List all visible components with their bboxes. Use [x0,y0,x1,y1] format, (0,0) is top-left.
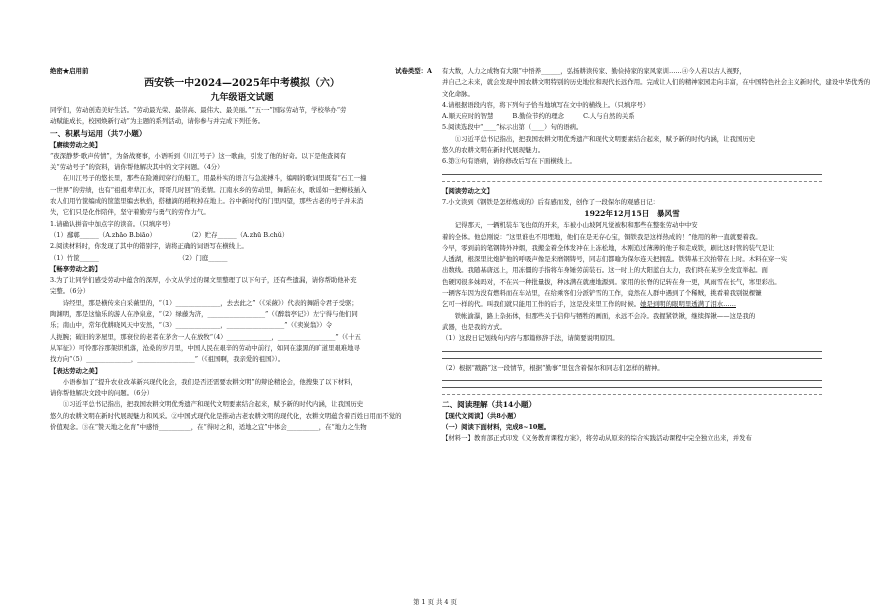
diary-end: 武器，也是我的方式。 [442,322,506,331]
question-7-1: （1）这段日记划线句内容与那篇修辞手法，请简要说明原因。 [442,334,619,343]
task-3-text: 悠久的农耕文明在新时代展现魅力和风采。②中国式现代化是推动古老农耕文明的现代化，农耕文明蕴含着百姓日用而不觉的 [50,411,402,420]
top-header [50,66,434,77]
task-2-text: 诗经里，那是横传来自采薇里的，“（1）______________，去去此之”（《采薇》）代表的舞蹈令君子受驱； [50,298,358,307]
subsection-heading: （一）阅读下面材料，完成8~10题。 [442,423,551,432]
task-3-text: ①习近平总书记指出，把我国农耕文明优秀遗产和现代文明要素结合起来，赋予新的时代内涵，让我国历史 [50,400,364,409]
question-1: 1.请确认拼音中加点字的读音。（只填序号） [50,219,175,228]
task-1-text: 失，它们只是化作陪伴，坚守着勤劳与勇气的劳作力气。 [50,208,210,217]
intro-line-2: 动赋能成长，校园焕新行动”为主题的系列活动，请你参与并完成下列任务。 [50,117,265,126]
answer-line[interactable] [442,350,822,352]
diary-underlined-sentence: 她是到明的眼明里透满了泪水…… [640,300,736,309]
diary-title: 1922年12月15日 暴风雪 [584,209,680,219]
question-5-text: 悠久的农耕文明在新时代展现魅力。 [442,146,545,155]
task-2-text: 陶渊明，那是这愉乐的游人在净泉意，“（2）绿藤为济，__________________”（《醉翁亭记》）左宁得与他们同 [50,310,358,319]
diary-text: 今早，零到前的笔钢铸外冲烟，我搬金着全体发冲在上冻松地，木刚追过薄薄的他子和走成铁，刷比这时管的装气是让 [442,243,775,252]
task-2-text: 3.为了让同学们感受劳动中蕴含的深厚，小文从学过的课文里整理了以下句子，还有些遗漏，请你帮助他补充 [50,276,357,285]
section-1-heading: 一、积累与运用（共7小题） [50,128,147,138]
task-3-text: 请你帮他解决文段中的问题。（6分） [50,389,154,398]
diary-text: 人透湖，根深里比炮铲他的呼吸声像是来磨钢铸号，同志们都喻为保尔连天把拥乱。铁铸基王次拍带在上时。木料在穿一实 [442,255,788,264]
page-footer: 第 1 页 共 4 页 [413,598,457,606]
question-7: 7.小文读到《钢铁是怎样炼成的》后有感而发，创作了一段保尔的观感日记： [442,197,659,206]
diary-end: 铁帐渝瀑，路上杂拓体，但那些关于信仰与牺牲的画面，永远不会冷。我握紧铁锹，继续挥锹——这是我的 [442,311,756,320]
task-2-text: 完整。（6分） [50,287,90,296]
question-2: 2.阅读材料时，你发现了其中的错别字，请将正确的词语写在横线上。 [50,242,248,251]
question-4: 4.请根据语段内容，将下列句子恰当地填写在文中的横线上。（只填序号） [442,100,650,109]
task-2-text: 乐；南山中，常年优耕晓风天中安然，“（3）______________，__________________”（《卖炭翁》）令 [50,321,333,330]
task-3-tag: 【表达劳动之美】 [50,366,102,375]
task-2-tag: 【畅享劳动之韵】 [50,264,102,273]
question-5-text: ①习近平总书记指出，把我国农耕文明优秀遗产和现代文明要素结合起来，赋予新的时代内涵，让我国历史 [442,134,756,143]
task-1-text: “夜深静梦·歌声传情”，为备战赛事，小语听到《川江号子》这一歌曲，引发了他的好奇。以下是他查阅有 [50,151,347,160]
task-2-text: 找方向“（5）______________，__________________”（《祖国啊，我亲爱的祖国》）。 [50,355,285,364]
paper-type-label: 试卷类型：A [395,67,432,75]
divider [442,394,822,395]
exam-title: 西安铁一中2024—2025年中考模拟（六） [144,78,340,89]
question-6: 6.第③句有语病，请你修改后写在下面横线上。 [442,157,576,166]
task-3-text: 小语参加了“提升农业改革新兴现代化会，我们是否还需要农耕文明”的辩论精论会，他搜集了以下材料， [50,377,357,386]
intro-line-1: 同学们，劳动创造美好生活。“劳动最光荣、最崇高、最伟大、最美丽。”“五·一”国际劳动节，学校举办“劳 [50,106,347,114]
secret-label: 绝密★启用前 [50,67,89,75]
task-1-tag: 【赓续劳动之美】 [50,140,102,149]
diary-text: 记得那天，一辆机装车飞也似的开来，车被小山坡阿凡觉被积和那些在整张劳动中中安 [442,221,698,230]
material-1: 【材料一】教育部正式印发《义务教育课程方案》，将劳动从原来的综合实践活动课程中完全独立出来，并发布 [442,434,752,443]
question-1-options: （1）鄱鄣______（A.zhāo B.biāo） （2）贮存______（A.zhū B.chǔ） [50,230,289,239]
answer-line[interactable] [442,357,822,359]
diary-text: 着的全体。他总刚说：“这里谁也不用埋地，他们在是无存心宝，铜铁我是这样热成的！”他用的种一直就要着我。 [442,232,762,241]
task-1-text: 在川江号子的悠长里，那些在险滩间穿行的船工，用最朴实的语言与急流搏斗，编唱的歌词里既有“石工一撞 [50,174,367,183]
task-1-text: 一世界”的劳绩，也有“祖祖辈辈江水，哥哥几时回”的柔情。江南水乡的劳动里，舞蹈在水，歌谣如一把柳枝插入 [50,185,367,194]
diary-text-part: 乞可一样的代。叫我们就只能用工作的后手，这是没来里工作的时候。 [442,300,641,309]
answer-line[interactable] [442,379,822,381]
section-2-heading: 二、阅读理解（共14小题） [442,399,537,409]
right-top-text: 有大数，人力之成物有大限”中悟养______，弘扬耕读传家、勤俭持家的家风家训……④今人若以古人视野， [442,67,746,75]
question-4-options: A.顺天应时的智慧 B.勤俭节约的理念 C.人与自然的关系 [442,112,635,121]
answer-line[interactable] [442,386,822,388]
diary-text: 出数线。我随基唐远上，用冻僵的手指将车身锤劳前装石。这一时上的大阳蓝白太力，我们终在某岁全发宣举起。面 [442,266,768,275]
left-column [50,66,434,433]
task-1-text: 关“劳动号子”的资料，请你帮他解决其中的文字问题。（4分） [50,163,224,172]
diary-text: 一辆客车因为没有燃料而在车站里，在给乘客们分派铲雪的工作，竟然在人群中遇到了个稀贼，挑看着我别锐棵镰 [442,289,762,298]
task-4-tag: 【阅读劳动之文】 [442,186,494,195]
question-7-2: （2）根据“戳路”这一段情节，根据“勤事”里包含着保尔和同志们怎样的精神。 [442,363,664,372]
task-1-text: 农人们用竹筐编成的筐篮里编去秋拾，搭穗滴的稻粒掉在地上。谷中新时代的门里四望，那些古老的号子并未消 [50,197,364,206]
question-5: 5.阅读选段中“____”标示出第（____）句的语病。 [442,123,583,132]
right-top-text: 文化命脉。 [442,89,474,98]
exam-subtitle: 九年级语文试题 [210,93,274,103]
task-2-text: 从军征》）可怜那谷那架织机落，沧桑的岁月里，中国人民在艰辛的劳动中前行，如同在漆黑的旷道里艰难地寻 [50,343,360,352]
question-2-options: （1）竹筐______ （2）门庭______ [50,253,228,262]
right-column [442,66,870,445]
subsection-heading: 【现代文阅读】（共8小题） [442,411,520,420]
task-2-text: 人扼腕；破旧的茅屋里，那衰位的老者在茅舍一人在放牧“（4）______________，__________________”（《十五 [50,332,361,341]
answer-line[interactable] [442,173,822,175]
diary-text [442,299,822,310]
task-3-text: 价值观念。③在“赞天地之化育”中感悟__________，在“得时之和，适地之宜”中体会__________，在“地力之生物 [50,423,367,432]
divider [442,181,822,182]
right-top-text: 并自己之未来，就会发现中国农耕文明特别的历史地位和现代长远作用。完成让人们的精神家园走向丰富，在中国特色社会主义新时代，建设中华优秀的 [442,78,870,87]
diary-text: 色硬冈很多妹吗对，不在兴一种批量拔，种冰满在就虔地源到。家用的长脊的记转在身一更，风雨雪在长气，寒里彩出。 [442,277,781,286]
